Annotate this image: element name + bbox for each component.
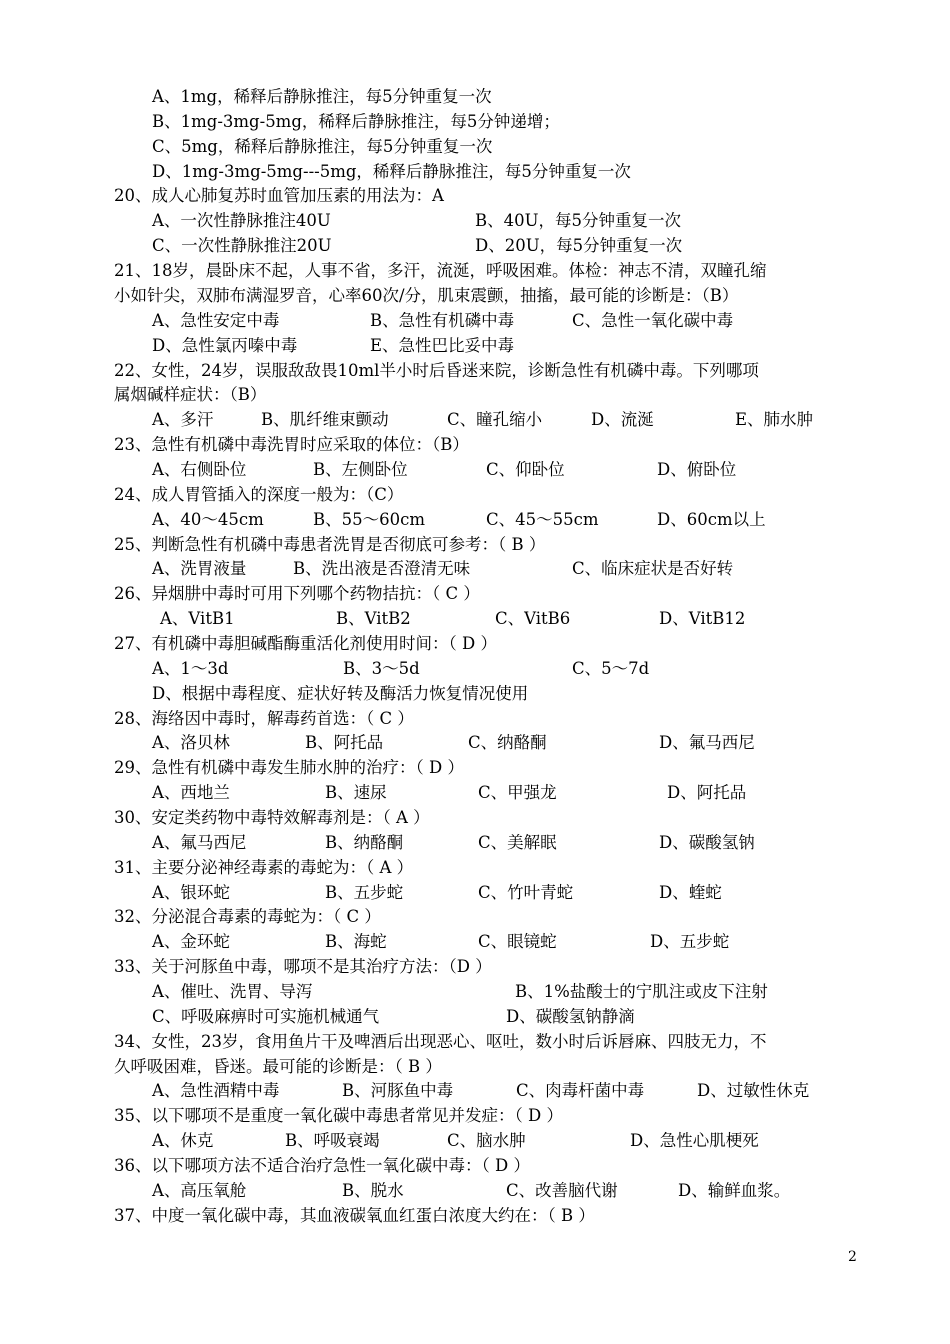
option-text: A、氟马西尼 bbox=[152, 832, 247, 852]
text-line bbox=[0, 732, 950, 756]
option-text: B、1mg-3mg-5mg，稀释后静脉推注，每5分钟递增； bbox=[152, 111, 560, 131]
question-text: 属烟碱样症状：（B） bbox=[114, 385, 267, 405]
option-text: D、蝰蛇 bbox=[659, 882, 722, 902]
question-text: 25、判断急性有机磷中毒患者洗胃是否彻底可参考：（ B ） bbox=[114, 534, 546, 554]
option-text: D、急性氯丙嗪中毒 bbox=[152, 335, 298, 355]
text-line bbox=[0, 782, 950, 806]
text-line bbox=[0, 434, 950, 458]
question-text: 33、关于河豚鱼中毒，哪项不是其治疗方法：（D ） bbox=[114, 957, 492, 977]
text-line bbox=[0, 1031, 950, 1055]
question-text: 31、主要分泌神经毒素的毒蛇为：（ A ） bbox=[114, 857, 414, 877]
option-text: D、俯卧位 bbox=[657, 459, 737, 479]
option-text: A、银环蛇 bbox=[152, 882, 230, 902]
text-line bbox=[0, 534, 950, 558]
question-text: 24、成人胃管插入的深度一般为：（C） bbox=[114, 484, 404, 504]
text-line bbox=[0, 1155, 950, 1179]
option-text: B、40U，每5分钟重复一次 bbox=[475, 211, 682, 231]
option-text: C、改善脑代谢 bbox=[506, 1180, 618, 1200]
question-text: 30、安定类药物中毒特效解毒剂是：（ A ） bbox=[114, 807, 430, 827]
option-text: A、西地兰 bbox=[152, 783, 230, 803]
question-text: 22、女性，24岁，误服敌敌畏10ml半小时后昏迷来院，诊断急性有机磷中毒。下列哪项 bbox=[114, 360, 759, 380]
option-text: B、速尿 bbox=[325, 783, 387, 803]
question-text: 21、18岁，晨卧床不起，人事不省，多汗，流涎，呼吸困难。体检：神志不清，双瞳孔缩 bbox=[114, 261, 767, 280]
option-text: D、VitB12 bbox=[659, 609, 746, 629]
option-text: A、洛贝林 bbox=[152, 733, 230, 753]
option-text: D、60cm以上 bbox=[657, 509, 766, 529]
option-text: B、河豚鱼中毒 bbox=[342, 1081, 454, 1101]
text-line bbox=[0, 906, 950, 930]
option-text: C、纳酪酮 bbox=[468, 733, 547, 753]
text-line bbox=[0, 509, 950, 533]
text-line bbox=[0, 1105, 950, 1129]
text-line bbox=[0, 310, 950, 334]
option-text: D、根据中毒程度、症状好转及酶活力恢复情况使用 bbox=[152, 683, 529, 703]
option-text: A、40～45cm bbox=[152, 509, 264, 529]
question-text: 28、海络因中毒时，解毒药首选：（ C ） bbox=[114, 708, 414, 728]
text-line bbox=[0, 360, 950, 384]
option-text: C、5～7d bbox=[572, 658, 650, 678]
option-text: C、VitB6 bbox=[495, 609, 571, 629]
option-text: B、阿托品 bbox=[305, 733, 384, 753]
option-text: C、美解眠 bbox=[478, 832, 557, 852]
option-text: C、5mg，稀释后静脉推注，每5分钟重复一次 bbox=[152, 136, 493, 156]
option-text: A、多汗 bbox=[152, 410, 214, 430]
text-line bbox=[0, 1180, 950, 1204]
text-line bbox=[0, 1006, 950, 1030]
option-text: B、脱水 bbox=[342, 1180, 404, 1200]
option-text: B、肌纤维束颤动 bbox=[261, 410, 389, 430]
option-text: B、3～5d bbox=[343, 658, 420, 678]
option-text: C、呼吸麻痹时可实施机械通气 bbox=[152, 1006, 380, 1026]
text-line bbox=[0, 86, 950, 110]
text-line bbox=[0, 857, 950, 881]
text-line bbox=[0, 931, 950, 955]
option-text: D、1mg-3mg-5mg---5mg，稀释后静脉推注，每5分钟重复一次 bbox=[152, 161, 631, 181]
text-line bbox=[0, 658, 950, 682]
text-line bbox=[0, 1056, 950, 1080]
text-line bbox=[0, 409, 950, 433]
text-line bbox=[0, 1130, 950, 1154]
text-line bbox=[0, 111, 950, 135]
question-text: 26、异烟肼中毒时可用下列哪个药物拮抗：（ C ） bbox=[114, 584, 480, 604]
text-line bbox=[0, 459, 950, 483]
option-text: B、左侧卧位 bbox=[313, 459, 408, 479]
question-text: 23、急性有机磷中毒洗胃时应采取的体位：（B） bbox=[114, 435, 469, 454]
text-line bbox=[0, 1080, 950, 1104]
option-text: B、55～60cm bbox=[313, 509, 426, 529]
text-line bbox=[0, 384, 950, 408]
option-text: C、一次性静脉推注20U bbox=[152, 236, 332, 256]
option-text: A、金环蛇 bbox=[152, 932, 230, 952]
text-line bbox=[0, 608, 950, 632]
question-text: 小如针尖，双肺布满湿罗音，心率60次/分，肌束震颤，抽搐，最可能的诊断是：（B） bbox=[114, 285, 739, 305]
option-text: C、脑水肿 bbox=[447, 1131, 526, 1151]
option-text: B、急性有机磷中毒 bbox=[370, 310, 515, 330]
text-line bbox=[0, 185, 950, 209]
text-line bbox=[0, 260, 950, 284]
question-text: 35、以下哪项不是重度一氧化碳中毒患者常见并发症：（ D ） bbox=[114, 1106, 563, 1126]
text-line bbox=[0, 757, 950, 781]
question-text: 37、中度一氧化碳中毒，其血液碳氧血红蛋白浓度大约在：（ B ） bbox=[114, 1205, 595, 1225]
option-text: D、输鲜血浆。 bbox=[678, 1180, 791, 1200]
option-text: A、1mg，稀释后静脉推注，每5分钟重复一次 bbox=[152, 87, 492, 106]
page-number: 2 bbox=[848, 1249, 857, 1265]
option-text: D、过敏性休克 bbox=[697, 1081, 810, 1101]
text-line bbox=[0, 683, 950, 707]
text-line bbox=[0, 956, 950, 980]
option-text: E、急性巴比妥中毒 bbox=[370, 335, 515, 355]
option-text: C、眼镜蛇 bbox=[478, 932, 557, 952]
option-text: A、催吐、洗胃、导泻 bbox=[152, 982, 313, 1001]
option-text: D、流涎 bbox=[591, 410, 654, 430]
option-text: C、瞳孔缩小 bbox=[447, 410, 543, 430]
text-line bbox=[0, 136, 950, 160]
option-text: D、碳酸氢钠静滴 bbox=[506, 1006, 635, 1026]
question-text: 29、急性有机磷中毒发生肺水肿的治疗：（ D ） bbox=[114, 758, 464, 778]
option-text: D、氟马西尼 bbox=[659, 733, 755, 753]
option-text: A、右侧卧位 bbox=[152, 459, 247, 479]
text-line bbox=[0, 235, 950, 259]
text-line bbox=[0, 558, 950, 582]
option-text: D、20U，每5分钟重复一次 bbox=[475, 236, 683, 256]
option-text: A、1～3d bbox=[152, 658, 229, 678]
question-text: 36、以下哪项方法不适合治疗急性一氧化碳中毒：（ D ） bbox=[114, 1156, 530, 1175]
option-text: B、五步蛇 bbox=[325, 882, 404, 902]
option-text: D、阿托品 bbox=[667, 783, 747, 803]
option-text: A、一次性静脉推注40U bbox=[152, 211, 331, 231]
option-text: C、仰卧位 bbox=[486, 459, 565, 479]
option-text: B、洗出液是否澄清无味 bbox=[293, 559, 471, 579]
option-text: B、呼吸衰竭 bbox=[285, 1131, 380, 1151]
option-text: D、五步蛇 bbox=[650, 932, 730, 952]
option-text: C、甲强龙 bbox=[478, 783, 557, 803]
option-text: B、VitB2 bbox=[336, 609, 411, 629]
option-text: C、45～55cm bbox=[486, 509, 599, 529]
text-line bbox=[0, 981, 950, 1005]
option-text: D、碳酸氢钠 bbox=[659, 832, 755, 852]
question-text: 32、分泌混合毒素的毒蛇为：（ C ） bbox=[114, 907, 381, 927]
text-line bbox=[0, 882, 950, 906]
text-line bbox=[0, 832, 950, 856]
option-text: A、休克 bbox=[152, 1131, 214, 1151]
option-text: C、临床症状是否好转 bbox=[572, 559, 734, 579]
option-text: C、竹叶青蛇 bbox=[478, 882, 574, 902]
text-line bbox=[0, 484, 950, 508]
text-line bbox=[0, 285, 950, 309]
text-line bbox=[0, 633, 950, 657]
question-text: 久呼吸困难，昏迷。最可能的诊断是：（ B ） bbox=[114, 1056, 442, 1076]
text-line bbox=[0, 335, 950, 359]
text-line bbox=[0, 708, 950, 732]
option-text: A、急性安定中毒 bbox=[152, 310, 280, 330]
question-text: 34、女性，23岁，食用鱼片干及啤酒后出现恶心、呕吐，数小时后诉唇麻、四肢无力，不 bbox=[114, 1031, 767, 1051]
option-text: C、急性一氧化碳中毒 bbox=[572, 310, 734, 330]
option-text: A、洗胃液量 bbox=[152, 559, 247, 579]
option-text: B、纳酪酮 bbox=[325, 832, 404, 852]
text-line bbox=[0, 1205, 950, 1229]
question-text: 27、有机磷中毒胆碱酯酶重活化剂使用时间：（ D ） bbox=[114, 633, 497, 653]
option-text: A、高压氧舱 bbox=[152, 1180, 247, 1200]
option-text: D、急性心肌梗死 bbox=[630, 1131, 759, 1151]
option-text: E、肺水肿 bbox=[735, 410, 814, 430]
option-text: A、VitB1 bbox=[160, 609, 235, 629]
option-text: B、海蛇 bbox=[325, 932, 387, 952]
text-line bbox=[0, 210, 950, 234]
option-text: A、急性酒精中毒 bbox=[152, 1081, 280, 1101]
question-text: 20、成人心肺复苏时血管加压素的用法为：A bbox=[114, 186, 444, 206]
option-text: B、1%盐酸士的宁肌注或皮下注射 bbox=[515, 982, 768, 1001]
option-text: C、肉毒杆菌中毒 bbox=[516, 1081, 645, 1101]
text-line bbox=[0, 807, 950, 831]
text-line bbox=[0, 161, 950, 185]
text-line bbox=[0, 583, 950, 607]
